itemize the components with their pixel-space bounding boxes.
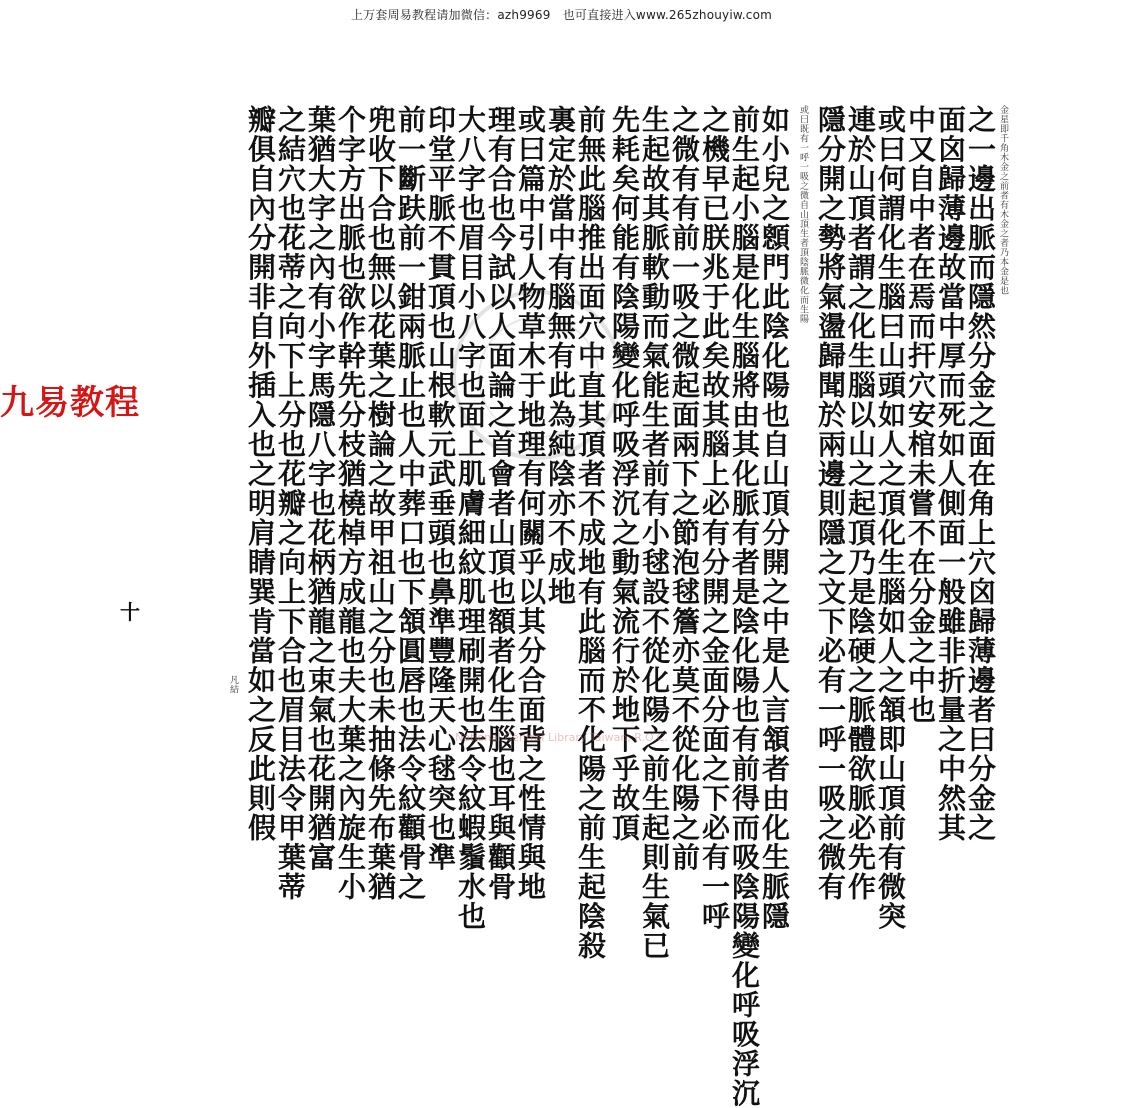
text-column: 兜收下合也無以花葉之樹論之故甲祖山之分也未抽條先布葉猶 [364, 105, 397, 902]
text-column: 前一斷趺前一鉗兩脈止也人中葬口也下頷圓唇也法令紋顴骨之 [394, 105, 427, 902]
text-column: 連於山頂者謂之化生腦以山之起頂乃是陰硬之脈體欲脈必先作 [844, 105, 877, 902]
watermark-logo: 九易教程 [0, 383, 140, 423]
text-column: 或曰篇中引人物草木于地理有何關乎以其分合面背之性情與地 [514, 105, 547, 902]
text-column: 之微有有前一吸之微起面兩下之節泡毬簷亦莫不從化陽之前 [668, 105, 701, 872]
text-column: 面囟歸薄邊故當中厚而死如人側面一般雖非折量之中然其 [934, 105, 967, 843]
text-column: 理有合也今試以人面論之首會者山頂也額者化生腦也耳與顴骨 [484, 105, 517, 902]
text-column: 前生起小腦是化生腦將由其化脈有者是陰化陽也有前得而吸陰陽變化呼吸浮沉 [728, 105, 761, 1108]
text-column: 或曰何謂化生腦曰山頭如人之頂化生腦如人之頷即山頂前有微突 [874, 105, 907, 931]
text-column: 个字方出脈也欲作幹先分枝猶橈棹方成龍也夫大葉之內旋生小 [334, 105, 367, 902]
text-column: 大八字也眉目小八字也面上肌膚細紋肌理刷開也法令紋蝦鬚水也 [454, 105, 487, 931]
text-column: 先耗矣何能有陰陽變化呼吸浮沉之動氣流行於地下乎故頂 [608, 105, 641, 843]
footer-watermark: National Central Library Taiwan, R.O.C. [455, 731, 668, 744]
text-column: 葉猶大字之內有小字馬隱八字也花柄猶龍之束氣也花開猶富 [304, 105, 337, 872]
text-column: 之一邊出脈而隱然分金之面在角上穴囟歸薄邊者曰分金之 [964, 105, 997, 843]
text-column: 中又自中者在焉而扞穴安棺未嘗不在分金之中也 [904, 105, 937, 725]
text-column: 之結穴也花蒂之向下上分也花瓣之向上下合也眉目法令甲葉蒂 [274, 105, 307, 902]
text-column: 或曰既有一呼一吸之微自山頂生者頂陰脈微化而生陽 [798, 105, 808, 324]
text-column: 隱分開之勢將氣盪歸聞於兩邊則隱之文下必有一呼一吸之微有 [814, 105, 847, 902]
text-column: 如小兒之顖門此陰化陽也自山頂分開之中是人言頷者由化生脈隱 [758, 105, 791, 931]
text-column: 之機早已朕兆于此矣故其腦上必有分開之金面分面之下必有一呼 [698, 105, 731, 931]
text-column: 裏定於當中有腦無有此為純陰亦不成地 [544, 105, 577, 607]
text-column: 瓣俱自內分開非自外插入也之明肩睛巽肯當如之反此則假 [244, 105, 277, 843]
text-column: 生起故其脈軟動而氣能生者前有小毬設不從化陽之前生起則生氣已 [638, 105, 671, 961]
text-column: 前無此腦推出面穴中直其頂者不成地有此腦而不化陽之前生起陰殺 [574, 105, 607, 961]
page-number: 十 [120, 600, 140, 624]
text-column: 金星即千角木金之前者有木金之者乃本金是也 [998, 105, 1008, 295]
text-column: 凡結 [228, 675, 238, 694]
top-banner: 上万套周易教程请加微信：azh9969 也可直接进入www.265zhouyiw.com [350, 8, 773, 22]
text-column: 印堂平脈不貫頂也山根軟元武垂頭也鼻準豐隆天心毬突也準 [424, 105, 457, 872]
